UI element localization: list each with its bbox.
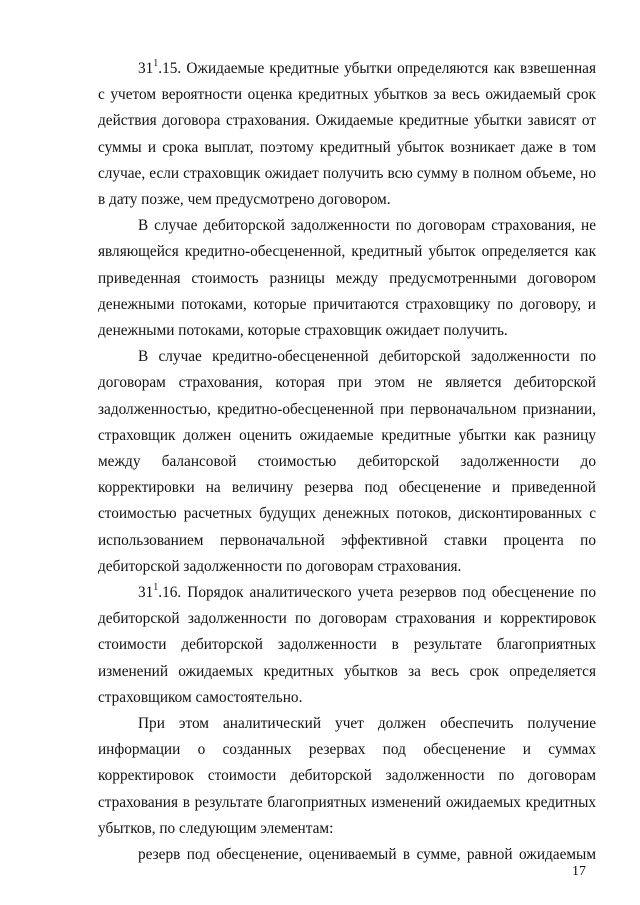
- clause-superscript: 1: [153, 57, 159, 69]
- clause-number: 31: [138, 584, 154, 602]
- paragraph-impaired-receivables: В случае кредитно-обесцененной дебиторской задолженности по договорам страхования, которая при этом не является дебиторской задолженностью, кредитно-обесцененной при первоначальном признании, страховщик должен оценить ожидаемые кредитные убытки как разницу между балансовой стоимостью дебиторской задолженности до корректировки на величину резерва под обесценение и приведенной стоимостью расчетных будущих денежных потоков, дисконтированных с использованием первоначальной эффективной ставки процента по дебиторской задолженности по договорам страхования.: [98, 348, 596, 575]
- document-page: [98, 56, 596, 868]
- paragraph-31-1-16: [98, 580, 596, 711]
- paragraph-analytical-accounting: При этом аналитический учет должен обеспечить получение информации о созданных резервах под обесценение и суммах корректировок стоимости дебиторской задолженности по договорам страхования в результате благоприятных изменений ожидаемых кредитных убытков, по следующим элементам:: [98, 715, 596, 837]
- clause-superscript: 1: [153, 581, 159, 593]
- paragraph-31-1-15: [98, 56, 596, 213]
- paragraph-text: .15. Ожидаемые кредитные убытки определяются как взвешенная с учетом вероятности оценка кредитных убытков за весь ожидаемый срок действия договора страхования. Ожидаемые кредитные убытки зависят от суммы и срока выплат, поэтому кредитный убыток возникает даже в том случае, если страховщик ожидает получить всю сумму в полном объеме, но в дату позже, чем предусмотрено договором.: [98, 60, 596, 209]
- clause-number: 31: [138, 60, 154, 77]
- page-number: 17: [572, 864, 586, 879]
- paragraph-text: .16. Порядок аналитического учета резервов под обесценение по дебиторской задолженности по договорам страхования и корректировок стоимости дебиторской задолженности в результате благоприятных изменений ожидаемых кредитных убытков за весь срок определяется страховщиком самостоятельно.: [98, 584, 596, 706]
- paragraph-impairment-reserve: резерв под обесценение, оцениваемый в сумме, равной ожидаемым: [138, 846, 596, 864]
- paragraph-non-impaired-receivables: В случае дебиторской задолженности по договорам страхования, не являющейся кредитно-обесцененной, кредитный убыток определяется как приведенная стоимость разницы между предусмотренными договором денежными потоками, которые причитаются страховщику по договору, и денежными потоками, которые страховщик ожидает получить.: [98, 217, 596, 340]
